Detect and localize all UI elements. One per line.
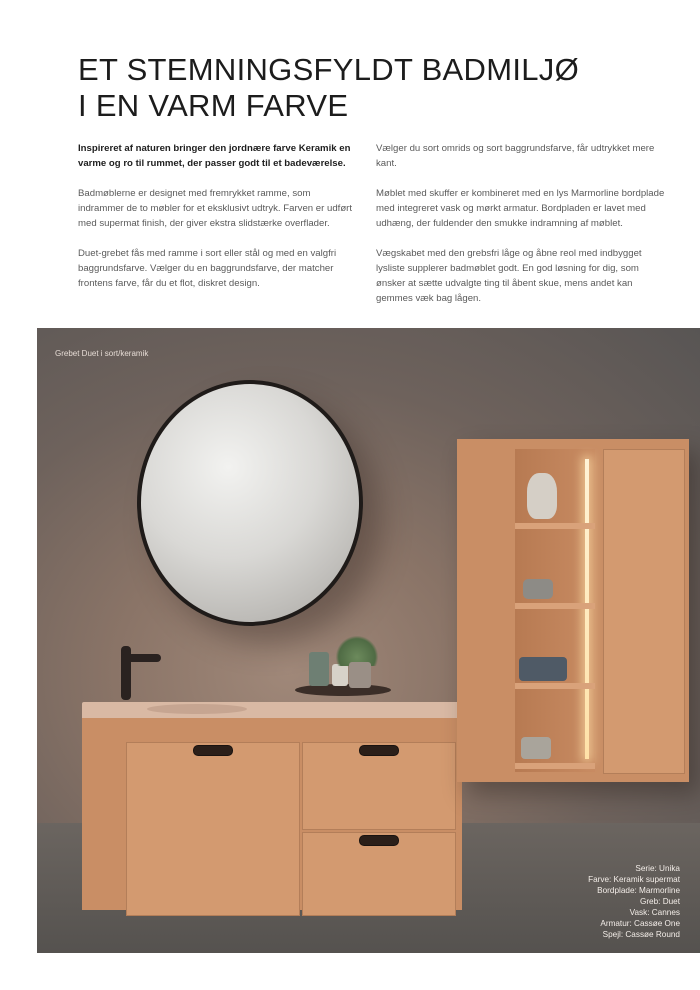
shelf	[515, 523, 595, 529]
title-line-2: I EN VARM FARVE	[78, 88, 349, 123]
spec-line: Vask: Cannes	[629, 908, 680, 917]
duet-handle	[359, 745, 399, 756]
duet-handle	[359, 835, 399, 846]
vanity-body	[82, 718, 462, 910]
photo-caption: Grebet Duet i sort/keramik	[55, 349, 149, 358]
page-title	[78, 52, 658, 124]
plant-pot	[349, 662, 371, 688]
countertop	[82, 702, 462, 718]
body-paragraph: Møblet med skuffer er kombineret med en lys Marmorline bordplade med integreret vask og mørkt armatur. Bordpladen er lavet med udhæng, der fuldender den smukke indramning af møblet.	[376, 188, 665, 229]
vanity-door	[126, 742, 300, 916]
product-photo	[37, 328, 700, 953]
body-paragraph: Badmøblerne er designet med fremrykket ramme, som indrammer de to møbler for et eksklusivt udtryk. Farven er udført med supermat finish, der giver ekstra slidstærke overflader.	[78, 188, 353, 229]
vanity-unit	[82, 702, 462, 910]
spec-line: Bordplade: Marmorline	[597, 886, 680, 895]
candle-holder	[521, 737, 551, 759]
cup	[332, 664, 348, 686]
vase	[527, 473, 557, 519]
body-paragraph: Vægskabet med den grebsfri låge og åbne reol med indbygget lysliste supplerer badmøblet godt. En god løsning for dig, som ønsker at sætte udvalgte ting til åbent skue, mens andet kan gemmes væk bag lågen.	[376, 248, 642, 304]
right-text-column	[376, 141, 666, 321]
integrated-sink	[147, 704, 247, 714]
spec-line: Spejl: Cassøe Round	[602, 930, 680, 939]
vanity-drawer-top	[302, 742, 456, 830]
spec-line: Serie: Unika	[635, 864, 680, 873]
cabinet-door	[603, 449, 685, 774]
bowl	[523, 579, 553, 599]
wall-cabinet	[457, 439, 689, 782]
soap-dispenser	[309, 652, 329, 686]
body-paragraph: Vælger du sort omrids og sort baggrundsfarve, får udtrykket mere kant.	[376, 143, 655, 169]
duet-handle	[193, 745, 233, 756]
title-line-1: ET STEMNINGSFYLDT BADMILJØ	[78, 52, 580, 87]
body-paragraph: Duet-grebet fås med ramme i sort eller stål og med en valgfri baggrundsfarve. Vælger du en baggrundsfarve, der matcher frontens farve, får du et flot, diskret design.	[78, 248, 337, 289]
lead-paragraph: Inspireret af naturen bringer den jordnære farve Keramik en varme og ro til rummet, der passer godt til et badeværelse.	[78, 143, 351, 169]
product-specs	[588, 863, 680, 940]
shelf	[515, 683, 595, 689]
shelf	[515, 603, 595, 609]
spec-line: Armatur: Cassøe One	[600, 919, 680, 928]
spec-line: Farve: Keramik supermat	[588, 875, 680, 884]
faucet-spout	[121, 654, 161, 662]
shelf	[515, 763, 595, 769]
left-text-column	[78, 141, 358, 306]
led-light-strip	[585, 459, 589, 759]
spec-line: Greb: Duet	[639, 897, 680, 906]
folded-towels	[519, 657, 567, 681]
vanity-drawer-bottom	[302, 832, 456, 916]
round-mirror	[137, 380, 363, 626]
